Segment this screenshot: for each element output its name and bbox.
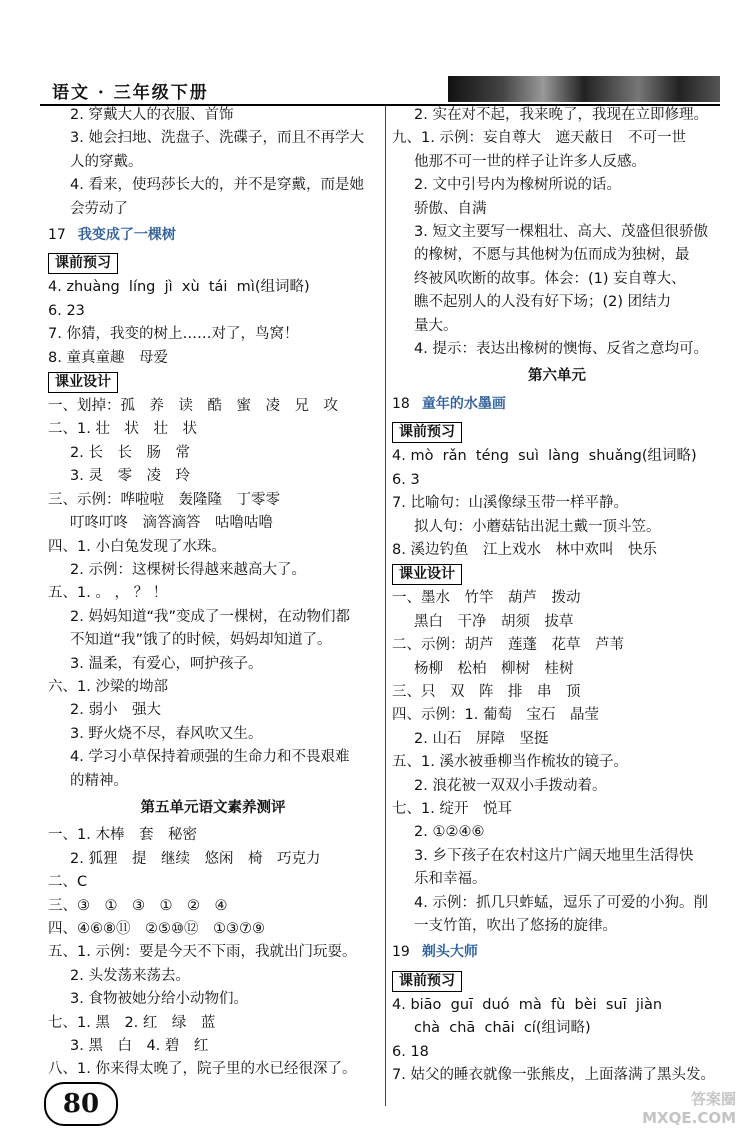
- answer-line: 二、C: [48, 874, 88, 891]
- answer-line: 4. mò rǎn téng suì làng shuǎng(组词略): [392, 448, 697, 465]
- answer-line: 五、1. 。 ， ？ ！: [48, 585, 168, 602]
- watermark: [608, 1090, 736, 1130]
- section-label: 课前预习: [48, 253, 118, 274]
- lesson-title: [392, 941, 722, 964]
- lesson-title: [392, 393, 722, 416]
- section-label-row: [48, 251, 378, 276]
- answer-line: 4. zhuàng líng jì xù tái mì(组词略): [48, 279, 310, 296]
- answer-line: 黑白 干净 胡须 拔草: [414, 613, 574, 630]
- answer-line: 瞧不起别人的人没有好下场；(2) 团结力: [414, 294, 672, 311]
- answer-line: 2. 妈妈知道“我”变成了一棵树，在动物们都: [70, 608, 350, 625]
- answer-line: 不知道“我”饿了的时候，妈妈却知道了。: [70, 632, 332, 649]
- answer-line: 一、墨水 竹竿 葫芦 拨动: [392, 590, 581, 607]
- lesson-title: [48, 224, 378, 247]
- answer-line: 会劳动了: [70, 200, 128, 217]
- watermark-line1: 答案圈: [690, 1090, 736, 1108]
- section-label-row: [48, 370, 378, 395]
- lesson-name: 童年的水墨画: [421, 395, 506, 412]
- section-label: 课业设计: [48, 372, 118, 393]
- section-label: 课业设计: [392, 564, 462, 585]
- lesson-name: 剃头大师: [421, 944, 478, 961]
- answer-line: 6. 18: [392, 1043, 429, 1060]
- answer-line: 七、1. 黑 2. 红 绿 蓝: [48, 1014, 216, 1031]
- section-label-row: [392, 562, 722, 587]
- answer-line: 4. 学习小草保持着顽强的生命力和不畏艰难: [70, 749, 350, 766]
- answer-line: 4. 提示：表达出橡树的懊悔、反省之意均可。: [414, 341, 708, 358]
- answer-line: 2. 头发荡来荡去。: [70, 967, 190, 984]
- answer-line: 3. 她会扫地、洗盘子、洗碟子，而且不再学大: [70, 130, 364, 147]
- answer-line: 三、③ ① ③ ① ② ④: [48, 897, 228, 914]
- section-label: 课前预习: [392, 422, 462, 443]
- answer-line: 2. ①②④⑥: [414, 824, 485, 841]
- answer-line: 的橡树，不愿与其他树为伍而成为独树，最: [414, 247, 690, 264]
- answer-line: 3. 灵 零 凌 玲: [70, 468, 190, 485]
- answer-line: 4. 示例：抓几只蚱蜢，逗乐了可爱的小狗。削: [414, 894, 708, 911]
- lesson-name: 我变成了一棵树: [77, 227, 176, 244]
- answer-line: 量大。: [414, 317, 458, 334]
- answer-line: 3. 野火烧不尽，春风吹又生。: [70, 725, 263, 742]
- answer-line: 三、只 双 阵 排 串 顶: [392, 683, 581, 700]
- answer-line: 一、划掉：孤 养 读 酷 蜜 凌 兄 攻: [48, 398, 338, 415]
- answer-line: 2. 文中引号内为橡树所说的话。: [414, 177, 621, 194]
- answer-line: 4. biāo guī duó mà fù bèi suī jiàn: [392, 996, 663, 1013]
- answer-line: 4. 看来，使玛莎长大的，并不是穿戴，而是她: [70, 177, 364, 194]
- answer-line: 人的穿戴。: [70, 153, 143, 170]
- header-title: 语文 · 三年级下册: [52, 83, 209, 103]
- answer-line: 2. 长 长 肠 常: [70, 444, 190, 461]
- answer-line: 7. 姑父的睡衣就像一张熊皮，上面落满了黑头发。: [392, 1067, 715, 1084]
- answer-line: 骄傲、自满: [414, 200, 487, 217]
- answer-line: 6. 3: [392, 471, 420, 488]
- page-number: 80: [44, 1082, 118, 1126]
- answer-line: 他那不可一世的样子让许多人反感。: [414, 153, 646, 170]
- answer-line: 3. 食物被她分给小动物们。: [70, 991, 248, 1008]
- answer-line: 2. 狐狸 提 继续 悠闲 椅 巧克力: [70, 850, 321, 867]
- answer-line: 2. 浪花被一双双小手拨动着。: [414, 777, 607, 794]
- answer-line: 6. 23: [48, 302, 85, 319]
- left-column: [48, 104, 378, 1082]
- answer-line: 四、1. 小白兔发现了水珠。: [48, 538, 226, 555]
- answer-line: 六、1. 沙梁的坳部: [48, 678, 168, 695]
- answer-line: 拟人句：小蘑菇钻出泥土戴一顶斗笠。: [414, 518, 661, 535]
- answer-line: 一支竹笛，吹出了悠扬的旋律。: [414, 918, 617, 934]
- right-column: [392, 104, 722, 1087]
- answer-line: 杨柳 松柏 柳树 桂树: [414, 660, 574, 677]
- answer-line: 2. 实在对不起，我来晚了，我现在立即修理。: [414, 107, 708, 123]
- column-divider: [385, 106, 386, 1106]
- answer-line: 二、1. 壮 状 壮 状: [48, 421, 197, 438]
- answer-line: 的精神。: [70, 772, 128, 789]
- answer-line: chà chā chāi cí(组词略): [414, 1020, 591, 1037]
- answer-line: 7. 你猜，我变的树上……对了，鸟窝！: [48, 326, 299, 343]
- page-header: [0, 0, 750, 110]
- answer-line: 五、1. 溪水被垂柳当作梳妆的镜子。: [392, 754, 628, 771]
- answer-line: 八、1. 你来得太晚了，院子里的水已经很深了。: [48, 1061, 357, 1078]
- answer-line: 2. 穿戴大人的衣服、首饰: [70, 107, 234, 123]
- answer-line: 8. 童真童趣 母爱: [48, 349, 168, 366]
- unit-title: 第五单元语文素养测评: [140, 799, 286, 816]
- answer-line: 2. 示例：这棵树长得越来越高大了。: [70, 561, 306, 578]
- answer-line: 叮咚叮咚 滴答滴答 咕噜咕噜: [70, 515, 273, 532]
- lesson-number: 19: [392, 944, 410, 961]
- answer-line: 九、1. 示例：妄自尊大 遮天蔽日 不可一世: [392, 130, 686, 147]
- answer-line: 8. 溪边钓鱼 江上戏水 林中欢叫 快乐: [392, 541, 657, 558]
- answer-line: 3. 乡下孩子在农村这片广阔天地里生活得快: [414, 847, 694, 864]
- header-banner-image: [448, 76, 720, 102]
- unit-title: 第六单元: [528, 368, 586, 385]
- answer-line: 终被风吹断的故事。体会：(1) 妄自尊大、: [414, 270, 686, 287]
- answer-line: 3. 短文主要写一棵粗壮、高大、茂盛但很骄傲: [414, 224, 708, 241]
- lesson-number: 17: [48, 227, 66, 244]
- section-label-row: [392, 420, 722, 445]
- answer-line: 四、示例：1. 葡萄 宝石 晶莹: [392, 707, 599, 724]
- answer-line: 2. 山石 屏障 坚挺: [414, 730, 549, 747]
- answer-line: 2. 弱小 强大: [70, 702, 161, 719]
- watermark-line2: MXQE.COM: [642, 1109, 736, 1127]
- answer-line: 五、1. 示例：要是今天不下雨，我就出门玩耍。: [48, 944, 357, 961]
- answer-line: 二、示例：胡芦 莲蓬 花草 芦苇: [392, 637, 624, 654]
- answer-line: 七、1. 绽开 悦耳: [392, 800, 512, 817]
- section-label-row: [392, 969, 722, 994]
- section-label: 课前预习: [392, 971, 462, 992]
- answer-line: 一、1. 木棒 套 秘密: [48, 827, 197, 844]
- answer-line: 3. 温柔，有爱心，呵护孩子。: [70, 655, 263, 672]
- answer-line: 3. 黑 白 4. 碧 红: [70, 1038, 209, 1055]
- answer-line: 乐和幸福。: [414, 871, 487, 888]
- lesson-number: 18: [392, 395, 410, 412]
- answer-line: 四、④⑥⑧⑪ ②⑤⑩⑫ ①③⑦⑨: [48, 921, 265, 937]
- answer-line: 三、示例：哗啦啦 轰隆隆 丁零零: [48, 491, 280, 508]
- answer-line: 7. 比喻句：山溪像绿玉带一样平静。: [392, 495, 628, 512]
